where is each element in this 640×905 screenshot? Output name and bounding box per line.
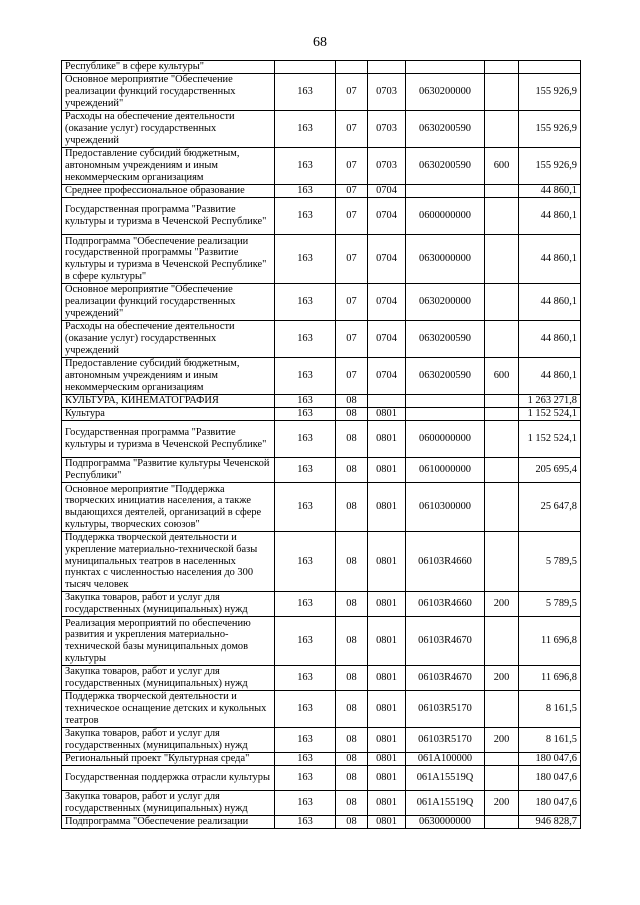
- row-pr: 0801: [368, 691, 406, 728]
- row-csr: 0630200590: [406, 321, 485, 358]
- row-vr: [485, 185, 519, 198]
- row-rz: 07: [336, 111, 368, 148]
- row-pr: 0801: [368, 753, 406, 766]
- row-name: Среднее профессиональное образование: [62, 185, 275, 198]
- row-sum: 44 860,1: [519, 185, 581, 198]
- row-ved: 163: [275, 148, 336, 185]
- table-row: [62, 753, 581, 766]
- row-ved: 163: [275, 421, 336, 458]
- row-ved: 163: [275, 791, 336, 816]
- row-vr: [485, 235, 519, 284]
- row-sum: 180 047,6: [519, 753, 581, 766]
- row-vr: [485, 458, 519, 483]
- row-sum: 946 828,7: [519, 816, 581, 829]
- row-ved: [275, 61, 336, 74]
- row-name: Государственная поддержка отрасли культуры: [62, 766, 275, 791]
- row-sum: 44 860,1: [519, 358, 581, 395]
- row-vr: [485, 111, 519, 148]
- table-row: [62, 617, 581, 666]
- row-sum: 44 860,1: [519, 321, 581, 358]
- row-csr: 0600000000: [406, 198, 485, 235]
- table-row: [62, 61, 581, 74]
- row-rz: 08: [336, 483, 368, 532]
- row-ved: 163: [275, 358, 336, 395]
- row-vr: 600: [485, 148, 519, 185]
- row-sum: 8 161,5: [519, 691, 581, 728]
- row-sum: 44 860,1: [519, 235, 581, 284]
- row-vr: [485, 617, 519, 666]
- row-pr: 0801: [368, 728, 406, 753]
- row-vr: [485, 691, 519, 728]
- row-pr: 0704: [368, 198, 406, 235]
- table-row: [62, 358, 581, 395]
- row-vr: [485, 753, 519, 766]
- row-vr: [485, 61, 519, 74]
- row-rz: 08: [336, 592, 368, 617]
- row-rz: 07: [336, 185, 368, 198]
- row-name: КУЛЬТУРА, КИНЕМАТОГРАФИЯ: [62, 395, 275, 408]
- table-row: [62, 728, 581, 753]
- row-csr: 0630200000: [406, 74, 485, 111]
- row-name: Поддержка творческой деятельности и укрепление материально-технической базы муниципальных театров в населенных пунктах с численностью населения до 300 тысяч человек: [62, 532, 275, 592]
- row-name: Государственная программа "Развитие культуры и туризма в Чеченской Республике": [62, 421, 275, 458]
- row-sum: 155 926,9: [519, 74, 581, 111]
- row-name: Основное мероприятие "Поддержка творческих инициатив населения, а также выдающихся деятелей, организаций в сфере культуры, творческих союзов": [62, 483, 275, 532]
- row-csr: 06103R4660: [406, 532, 485, 592]
- row-rz: 07: [336, 235, 368, 284]
- row-name: Подпрограмма "Обеспечение реализации: [62, 816, 275, 829]
- row-sum: 11 696,8: [519, 666, 581, 691]
- row-pr: 0704: [368, 321, 406, 358]
- row-name: Региональный проект "Культурная среда": [62, 753, 275, 766]
- row-pr: 0801: [368, 816, 406, 829]
- row-csr: 061A100000: [406, 753, 485, 766]
- row-sum: 1 263 271,8: [519, 395, 581, 408]
- row-csr: 061A15519Q: [406, 791, 485, 816]
- row-vr: 200: [485, 592, 519, 617]
- page-number: 68: [313, 35, 327, 50]
- row-sum: 1 152 524,1: [519, 421, 581, 458]
- row-sum: 5 789,5: [519, 532, 581, 592]
- row-pr: 0704: [368, 358, 406, 395]
- row-vr: 200: [485, 791, 519, 816]
- row-name: Расходы на обеспечение деятельности (оказание услуг) государственных учреждений: [62, 111, 275, 148]
- row-sum: 155 926,9: [519, 148, 581, 185]
- row-vr: 200: [485, 728, 519, 753]
- row-ved: 163: [275, 592, 336, 617]
- table-row: [62, 766, 581, 791]
- budget-table: [61, 60, 581, 829]
- row-ved: 163: [275, 321, 336, 358]
- row-sum: 25 647,8: [519, 483, 581, 532]
- row-rz: 08: [336, 458, 368, 483]
- row-ved: 163: [275, 458, 336, 483]
- table-row: [62, 816, 581, 829]
- row-csr: 061A15519Q: [406, 766, 485, 791]
- row-sum: 44 860,1: [519, 284, 581, 321]
- table-row: [62, 148, 581, 185]
- row-sum: 180 047,6: [519, 766, 581, 791]
- row-rz: 08: [336, 408, 368, 421]
- table-row: [62, 791, 581, 816]
- row-vr: [485, 395, 519, 408]
- row-pr: 0703: [368, 111, 406, 148]
- row-csr: 06103R4660: [406, 592, 485, 617]
- row-pr: 0801: [368, 483, 406, 532]
- row-ved: 163: [275, 617, 336, 666]
- row-sum: 155 926,9: [519, 111, 581, 148]
- row-sum: [519, 61, 581, 74]
- row-rz: 08: [336, 421, 368, 458]
- row-ved: 163: [275, 395, 336, 408]
- row-name: Подпрограмма "Развитие культуры Чеченской Республики": [62, 458, 275, 483]
- row-name: Закупка товаров, работ и услуг для государственных (муниципальных) нужд: [62, 791, 275, 816]
- row-vr: [485, 532, 519, 592]
- row-rz: 08: [336, 791, 368, 816]
- row-pr: 0801: [368, 666, 406, 691]
- row-name: Республике" в сфере культуры": [62, 61, 275, 74]
- row-rz: 07: [336, 358, 368, 395]
- row-csr: 0630000000: [406, 816, 485, 829]
- row-name: Основное мероприятие "Обеспечение реализации функций государственных учреждений": [62, 284, 275, 321]
- row-vr: [485, 284, 519, 321]
- row-pr: 0703: [368, 148, 406, 185]
- row-pr: 0703: [368, 74, 406, 111]
- row-ved: 163: [275, 666, 336, 691]
- row-name: Подпрограмма "Обеспечение реализации государственной программы "Развитие культуры и туризма в Чеченской Республике" в сфере культуры": [62, 235, 275, 284]
- row-rz: 08: [336, 691, 368, 728]
- table-row: [62, 185, 581, 198]
- row-name: Основное мероприятие "Обеспечение реализации функций государственных учреждений": [62, 74, 275, 111]
- row-rz: 07: [336, 148, 368, 185]
- table-row: [62, 691, 581, 728]
- row-csr: 06103R5170: [406, 728, 485, 753]
- row-csr: 06103R4670: [406, 666, 485, 691]
- row-csr: 0600000000: [406, 421, 485, 458]
- row-pr: 0801: [368, 421, 406, 458]
- row-ved: 163: [275, 284, 336, 321]
- row-name: Предоставление субсидий бюджетным, автономным учреждениям и иным некоммерческим организациям: [62, 148, 275, 185]
- row-sum: 8 161,5: [519, 728, 581, 753]
- row-pr: [368, 395, 406, 408]
- row-ved: 163: [275, 532, 336, 592]
- row-rz: [336, 61, 368, 74]
- row-rz: 08: [336, 532, 368, 592]
- row-ved: 163: [275, 691, 336, 728]
- row-vr: [485, 198, 519, 235]
- row-rz: 07: [336, 198, 368, 235]
- row-pr: 0704: [368, 235, 406, 284]
- row-csr: 0630200590: [406, 358, 485, 395]
- row-name: Государственная программа "Развитие культуры и туризма в Чеченской Республике": [62, 198, 275, 235]
- row-csr: 0610000000: [406, 458, 485, 483]
- table-row: [62, 235, 581, 284]
- row-sum: 205 695,4: [519, 458, 581, 483]
- row-csr: 0630200590: [406, 111, 485, 148]
- table-row: [62, 111, 581, 148]
- row-ved: 163: [275, 235, 336, 284]
- row-pr: 0801: [368, 458, 406, 483]
- row-name: Культура: [62, 408, 275, 421]
- table-row: [62, 284, 581, 321]
- row-vr: [485, 766, 519, 791]
- table-row: [62, 458, 581, 483]
- row-csr: 06103R5170: [406, 691, 485, 728]
- row-rz: 07: [336, 284, 368, 321]
- row-pr: 0801: [368, 766, 406, 791]
- row-name: Предоставление субсидий бюджетным, автономным учреждениям и иным некоммерческим организациям: [62, 358, 275, 395]
- row-sum: 1 152 524,1: [519, 408, 581, 421]
- row-sum: 44 860,1: [519, 198, 581, 235]
- table-row: [62, 666, 581, 691]
- row-sum: 11 696,8: [519, 617, 581, 666]
- row-csr: 0630200000: [406, 284, 485, 321]
- row-csr: [406, 61, 485, 74]
- row-name: Закупка товаров, работ и услуг для государственных (муниципальных) нужд: [62, 666, 275, 691]
- row-csr: [406, 395, 485, 408]
- table-row: [62, 74, 581, 111]
- row-ved: 163: [275, 185, 336, 198]
- row-ved: 163: [275, 816, 336, 829]
- row-name: Реализация мероприятий по обеспечению развития и укрепления материально-технической базы муниципальных домов культуры: [62, 617, 275, 666]
- row-ved: 163: [275, 766, 336, 791]
- row-rz: 08: [336, 395, 368, 408]
- table-row: [62, 592, 581, 617]
- row-pr: 0801: [368, 791, 406, 816]
- row-pr: 0704: [368, 284, 406, 321]
- row-rz: 08: [336, 666, 368, 691]
- row-rz: 08: [336, 766, 368, 791]
- row-csr: 0630200590: [406, 148, 485, 185]
- row-rz: 08: [336, 753, 368, 766]
- row-vr: [485, 74, 519, 111]
- row-pr: 0801: [368, 408, 406, 421]
- row-ved: 163: [275, 408, 336, 421]
- row-vr: [485, 321, 519, 358]
- row-pr: 0801: [368, 617, 406, 666]
- row-rz: 08: [336, 728, 368, 753]
- row-vr: [485, 421, 519, 458]
- row-pr: 0801: [368, 592, 406, 617]
- table-row: [62, 421, 581, 458]
- row-ved: 163: [275, 483, 336, 532]
- row-sum: 5 789,5: [519, 592, 581, 617]
- table-row: [62, 532, 581, 592]
- row-name: Закупка товаров, работ и услуг для государственных (муниципальных) нужд: [62, 728, 275, 753]
- row-name: Поддержка творческой деятельности и техническое оснащение детских и кукольных театров: [62, 691, 275, 728]
- row-rz: 07: [336, 321, 368, 358]
- row-rz: 08: [336, 617, 368, 666]
- row-pr: 0704: [368, 185, 406, 198]
- row-sum: 180 047,6: [519, 791, 581, 816]
- row-name: Расходы на обеспечение деятельности (оказание услуг) государственных учреждений: [62, 321, 275, 358]
- row-vr: [485, 408, 519, 421]
- row-pr: [368, 61, 406, 74]
- row-ved: 163: [275, 198, 336, 235]
- row-csr: 0610300000: [406, 483, 485, 532]
- row-pr: 0801: [368, 532, 406, 592]
- row-vr: [485, 816, 519, 829]
- table-row: [62, 408, 581, 421]
- row-csr: 0630000000: [406, 235, 485, 284]
- row-csr: 06103R4670: [406, 617, 485, 666]
- row-name: Закупка товаров, работ и услуг для государственных (муниципальных) нужд: [62, 592, 275, 617]
- row-ved: 163: [275, 74, 336, 111]
- row-rz: 07: [336, 74, 368, 111]
- budget-table-body: [62, 61, 581, 829]
- table-row: [62, 198, 581, 235]
- row-ved: 163: [275, 728, 336, 753]
- row-vr: 200: [485, 666, 519, 691]
- row-ved: 163: [275, 753, 336, 766]
- row-rz: 08: [336, 816, 368, 829]
- table-row: [62, 321, 581, 358]
- table-row: [62, 483, 581, 532]
- row-csr: [406, 408, 485, 421]
- row-vr: 600: [485, 358, 519, 395]
- row-ved: 163: [275, 111, 336, 148]
- row-csr: [406, 185, 485, 198]
- table-row: [62, 395, 581, 408]
- row-vr: [485, 483, 519, 532]
